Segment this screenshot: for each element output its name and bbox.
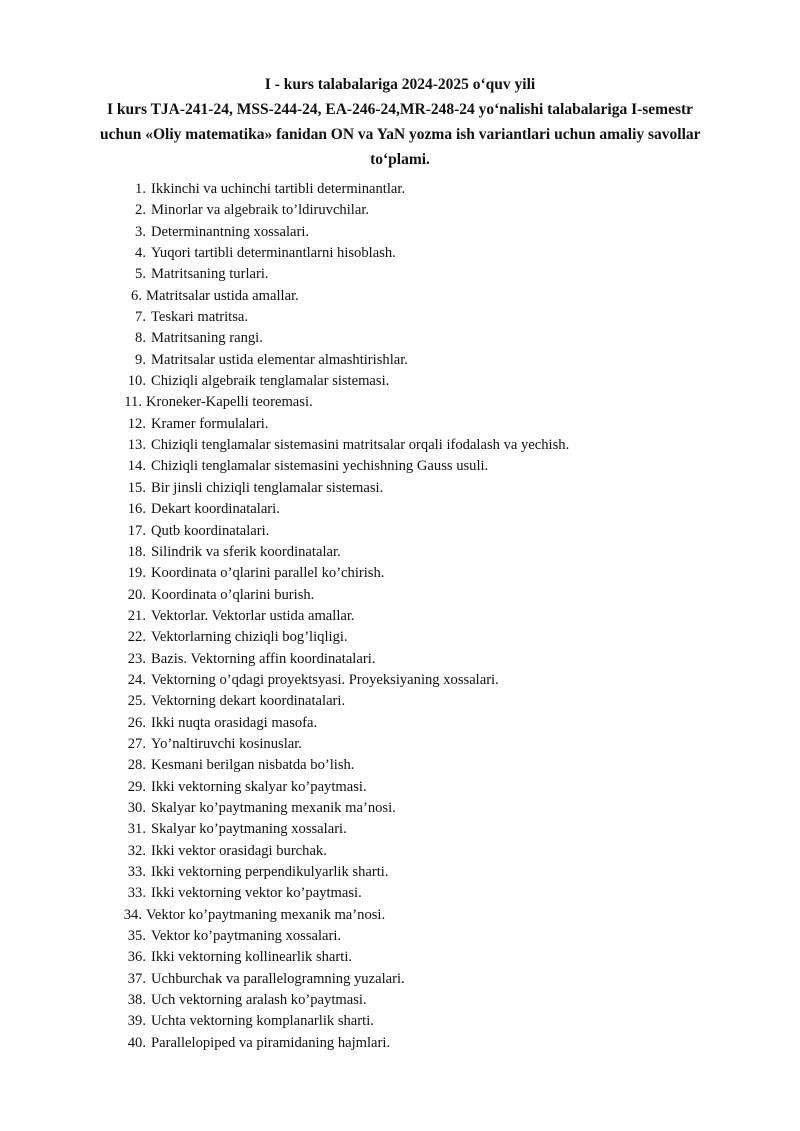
header-line-1: I - kurs talabalariga 2024-2025 o‘quv yili bbox=[264, 76, 536, 93]
list-item-number: 2. bbox=[135, 202, 146, 219]
list-item-number: 3. bbox=[135, 223, 146, 240]
list-item-number: 18. bbox=[127, 543, 146, 560]
list-item-text: Vektorning dekart koordinatalari. bbox=[151, 693, 346, 710]
list-item-text: Ikki vektorning skalyar ko’paytmasi. bbox=[151, 778, 367, 795]
list-item-number: 12. bbox=[127, 415, 146, 432]
list-item-text: Matritsalar ustida amallar. bbox=[146, 287, 299, 304]
list-item bbox=[0, 307, 800, 328]
list-item-text: Chiziqli tenglamalar sistemasini matritsalar orqali ifodalash va yechish. bbox=[151, 437, 570, 454]
list-item-number: 35. bbox=[127, 928, 146, 945]
list-item-text: Vektorning o’qdagi proyektsyasi. Proyeksiyaning xossalari. bbox=[151, 671, 499, 688]
list-item-text: Ikkinchi va uchinchi tartibli determinantlar. bbox=[151, 181, 406, 197]
list-item-number: 30. bbox=[127, 799, 146, 816]
header-line-4: to‘plami. bbox=[370, 151, 430, 168]
list-item-number: 27. bbox=[127, 735, 146, 752]
list-item-text: Ikki vektorning kollinearlik sharti. bbox=[151, 949, 353, 966]
list-item-number: 33. bbox=[127, 885, 146, 902]
list-item bbox=[0, 456, 800, 477]
question-list bbox=[0, 179, 800, 1054]
header-line-3: uchun «Oliy matematika» fanidan ON va YaN yozma ish variantlari uchun amaliy savollar bbox=[100, 126, 701, 143]
list-item-text: Kroneker-Kapelli teoremasi. bbox=[146, 394, 313, 411]
list-item-text: Uchta vektorning komplanarlik sharti. bbox=[151, 1013, 374, 1030]
list-item-text: Uch vektorning aralash ko’paytmasi. bbox=[151, 992, 367, 1009]
list-item-number: 34. bbox=[123, 906, 142, 923]
list-item bbox=[0, 264, 800, 285]
list-item bbox=[0, 883, 800, 904]
list-item-number: 8. bbox=[135, 330, 146, 347]
list-item-number: 9. bbox=[135, 351, 146, 368]
list-item bbox=[0, 542, 800, 563]
list-item-text: Teskari matritsa. bbox=[151, 309, 249, 326]
list-item-text: Qutb koordinatalari. bbox=[151, 522, 270, 539]
list-item-number: 36. bbox=[127, 949, 146, 966]
list-item bbox=[0, 499, 800, 520]
list-item-number: 19. bbox=[127, 565, 146, 582]
list-item bbox=[0, 606, 800, 627]
list-item-number: 21. bbox=[127, 607, 146, 624]
list-item bbox=[0, 969, 800, 990]
list-item-text: Uchburchak va parallelogramning yuzalari. bbox=[151, 970, 405, 987]
list-item-number: 25. bbox=[127, 693, 146, 710]
list-item bbox=[0, 563, 800, 584]
list-item bbox=[0, 627, 800, 648]
list-item-text: Skalyar ko’paytmaning xossalari. bbox=[151, 821, 347, 838]
list-item-number: 17. bbox=[127, 522, 146, 539]
list-item-text: Vektorlar. Vektorlar ustida amallar. bbox=[151, 607, 355, 624]
list-item-number: 16. bbox=[127, 501, 146, 518]
list-item bbox=[0, 521, 800, 542]
list-item-number: 40. bbox=[127, 1034, 146, 1051]
document-header bbox=[100, 72, 700, 172]
list-item-text: Ikki vektor orasidagi burchak. bbox=[151, 842, 327, 859]
list-item bbox=[0, 350, 800, 371]
list-item bbox=[0, 222, 800, 243]
list-item-text: Bazis. Vektorning affin koordinatalari. bbox=[151, 650, 376, 667]
list-item bbox=[0, 286, 800, 307]
list-item-number: 39. bbox=[127, 1013, 146, 1030]
list-item bbox=[0, 777, 800, 798]
list-item-number: 26. bbox=[127, 714, 146, 731]
list-item bbox=[0, 649, 800, 670]
list-item-text: Skalyar ko’paytmaning mexanik ma’nosi. bbox=[151, 799, 396, 816]
list-item-number: 7. bbox=[135, 309, 146, 326]
list-item-number: 15. bbox=[127, 479, 146, 496]
list-item-text: Kesmani berilgan nisbatda bo’lish. bbox=[151, 757, 355, 774]
list-item-text: Matritsaning rangi. bbox=[151, 330, 263, 347]
list-item bbox=[0, 713, 800, 734]
list-item-text: Koordinata o’qlarini parallel ko’chirish. bbox=[151, 565, 385, 582]
list-item-text: Yuqori tartibli determinantlarni hisoblash. bbox=[151, 245, 396, 262]
list-item-number: 31. bbox=[127, 821, 146, 838]
list-item bbox=[0, 926, 800, 947]
list-item-number: 24. bbox=[127, 671, 146, 688]
list-item bbox=[0, 585, 800, 606]
list-item bbox=[0, 200, 800, 221]
list-item bbox=[0, 414, 800, 435]
list-item bbox=[0, 819, 800, 840]
list-item-text: Ikki nuqta orasidagi masofa. bbox=[151, 714, 318, 731]
list-item-number: 33. bbox=[127, 864, 146, 880]
list-item bbox=[0, 179, 800, 200]
list-item-text: Determinantning xossalari. bbox=[151, 223, 310, 240]
list-item bbox=[0, 798, 800, 819]
list-item-number: 4. bbox=[135, 245, 146, 262]
list-item-text: Vektor ko’paytmaning mexanik ma’nosi. bbox=[146, 906, 386, 923]
list-item-text: Matritsalar ustida elementar almashtirishlar. bbox=[151, 351, 408, 368]
list-item bbox=[0, 435, 800, 456]
list-item-number: 14. bbox=[127, 458, 146, 475]
list-item bbox=[0, 990, 800, 1011]
list-item bbox=[0, 392, 800, 413]
list-item bbox=[0, 905, 800, 926]
list-item-number: 13. bbox=[127, 437, 146, 454]
list-item bbox=[0, 841, 800, 862]
list-item bbox=[0, 1011, 800, 1032]
list-item-number: 37. bbox=[127, 970, 146, 987]
list-item bbox=[0, 1033, 800, 1054]
list-item-text: Vektorlarning chiziqli bog’liqligi. bbox=[151, 629, 348, 646]
list-item-text: Ikki vektorning perpendikulyarlik sharti. bbox=[151, 864, 389, 880]
list-item-text: Chiziqli tenglamalar sistemasini yechishning Gauss usuli. bbox=[151, 458, 489, 475]
list-item-text: Silindrik va sferik koordinatalar. bbox=[151, 543, 341, 560]
list-item bbox=[0, 947, 800, 968]
list-item bbox=[0, 755, 800, 776]
list-item bbox=[0, 862, 800, 883]
list-item bbox=[0, 691, 800, 712]
list-item-number: 6. bbox=[131, 287, 142, 304]
list-item-text: Bir jinsli chiziqli tenglamalar sistemasi. bbox=[151, 479, 384, 496]
list-item-text: Parallelopiped va piramidaning hajmlari. bbox=[151, 1034, 391, 1051]
list-item-number: 29. bbox=[127, 778, 146, 795]
list-item-text: Ikki vektorning vektor ko’paytmasi. bbox=[151, 885, 362, 902]
list-item bbox=[0, 478, 800, 499]
list-item-number: 1. bbox=[135, 181, 146, 197]
list-item-text: Matritsaning turlari. bbox=[151, 266, 269, 283]
list-item-number: 28. bbox=[127, 757, 146, 774]
list-item bbox=[0, 734, 800, 755]
list-item-number: 22. bbox=[127, 629, 146, 646]
list-item-text: Dekart koordinatalari. bbox=[151, 501, 280, 518]
list-item-number: 32. bbox=[127, 842, 146, 859]
list-item-text: Minorlar va algebraik to’ldiruvchilar. bbox=[151, 202, 370, 219]
list-item-number: 38. bbox=[127, 992, 146, 1009]
list-item-number: 23. bbox=[127, 650, 146, 667]
list-item-number: 5. bbox=[135, 266, 146, 283]
list-item-text: Chiziqli algebraik tenglamalar sistemasi. bbox=[151, 373, 390, 390]
list-item-text: Vektor ko’paytmaning xossalari. bbox=[151, 928, 342, 945]
list-item bbox=[0, 243, 800, 264]
list-item-number: 20. bbox=[127, 586, 146, 603]
list-item-text: Koordinata o’qlarini burish. bbox=[151, 586, 315, 603]
list-item-text: Yo’naltiruvchi kosinuslar. bbox=[151, 735, 302, 752]
list-item bbox=[0, 371, 800, 392]
list-item bbox=[0, 328, 800, 349]
list-item-text: Kramer formulalari. bbox=[151, 415, 269, 432]
list-item-number: 10. bbox=[127, 373, 146, 390]
list-item bbox=[0, 670, 800, 691]
header-line-2: I kurs TJA-241-24, MSS-244-24, EA-246-24,MR-248-24 yo‘nalishi talabalariga I-semestr bbox=[106, 101, 694, 118]
list-item-number: 11. bbox=[124, 394, 142, 411]
